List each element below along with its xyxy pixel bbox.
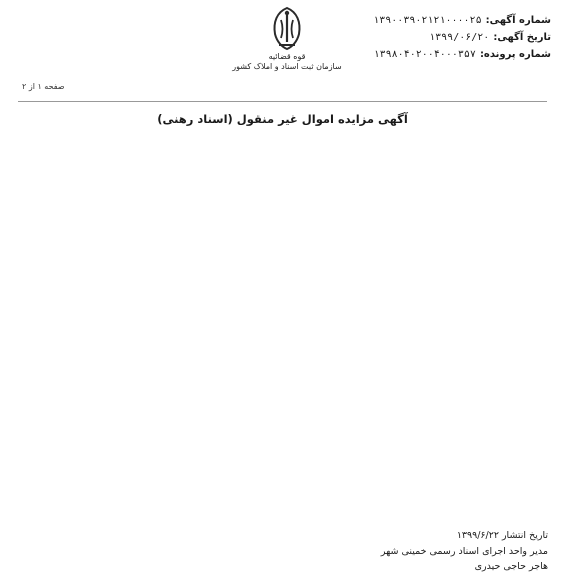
judiciary-logo (232, 4, 342, 72)
judiciary-emblem-icon (265, 4, 309, 52)
case-number-label: شماره پرونده: (479, 49, 551, 60)
organization-name: سازمان ثبت اسناد و املاک کشور (232, 62, 342, 71)
ad-date: ۱۳۹۹/۰۶/۲۰ (429, 32, 490, 43)
case-number: ۱۳۹۸۰۴۰۲۰۰۴۰۰۰۳۵۷ (373, 49, 476, 60)
ad-number-row (351, 12, 551, 29)
notice-body (18, 128, 548, 530)
case-number-row (351, 46, 551, 63)
publish-date: تاریخ انتشار ۱۳۹۹/۶/۲۲ (456, 530, 548, 541)
ad-number: ۱۳۹۰۰۳۹۰۲۱۲۱۰۰۰۰۲۵ (373, 15, 482, 26)
ad-number-label: شماره آگهی: (485, 15, 551, 26)
ad-date-row (351, 29, 551, 46)
logo-caption: قوه قضائیه (268, 52, 306, 61)
header-divider (18, 101, 547, 102)
signer-title: مدیر واحد اجرای اسناد رسمی خمینی شهر (380, 546, 548, 557)
signer-name: هاجر حاجی حیدری (474, 561, 548, 572)
page-number: صفحه ۱ از ۲ (22, 82, 65, 91)
ad-date-label: تاریخ آگهی: (493, 32, 551, 43)
notice-title: آگهی مزایده اموال غیر منقول (اسناد رهنی) (157, 112, 408, 126)
notice-meta (351, 12, 551, 63)
